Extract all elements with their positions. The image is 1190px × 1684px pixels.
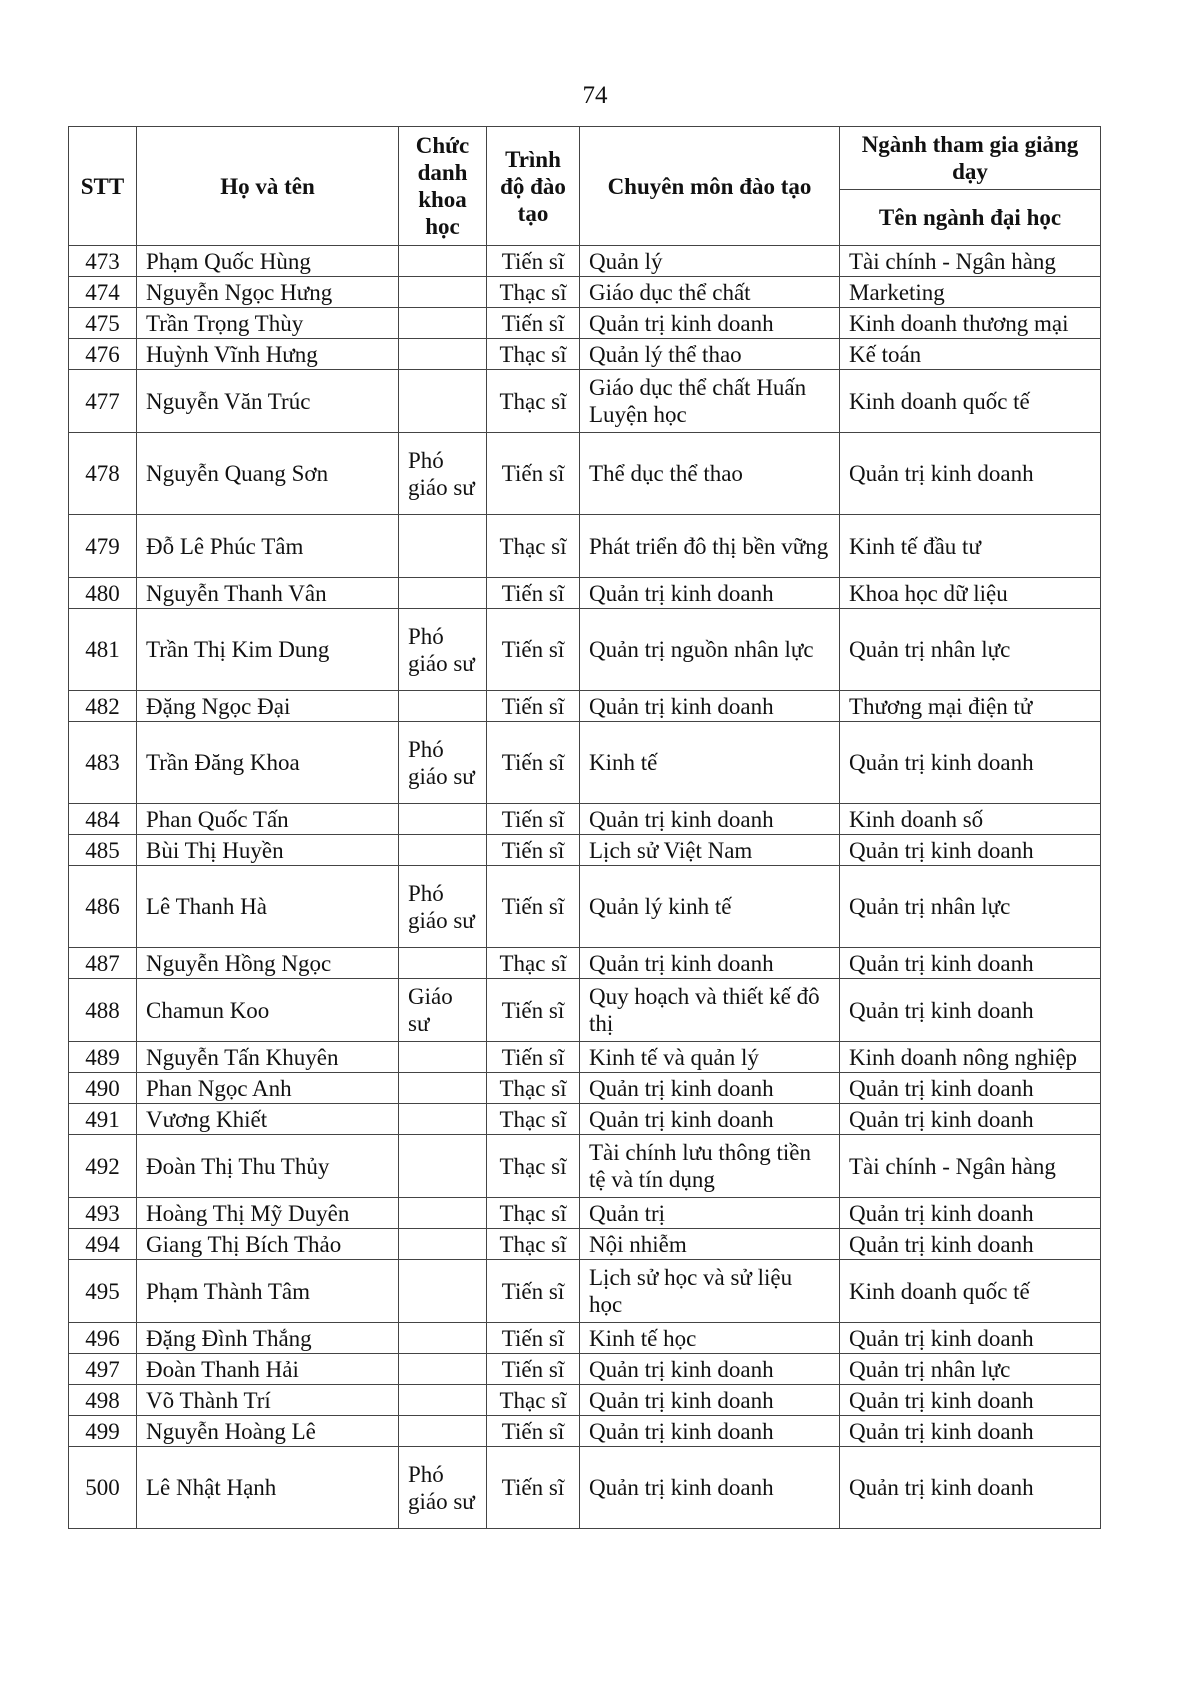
table-row	[69, 866, 1101, 948]
row-specialty: Quản trị nguồn nhân lực	[580, 609, 840, 691]
row-name: Huỳnh Vĩnh Hưng	[137, 339, 399, 370]
row-academic-title: Phó giáo sư	[399, 1447, 487, 1529]
row-specialty: Quản trị kinh doanh	[580, 308, 840, 339]
table-row	[69, 1042, 1101, 1073]
row-academic-title	[399, 1416, 487, 1447]
row-stt: 478	[69, 433, 137, 515]
row-field: Quản trị kinh doanh	[840, 1323, 1101, 1354]
row-degree: Thạc sĩ	[487, 370, 580, 433]
row-field: Kinh doanh quốc tế	[840, 370, 1101, 433]
row-stt: 474	[69, 277, 137, 308]
table-row	[69, 433, 1101, 515]
row-field: Kinh doanh quốc tế	[840, 1260, 1101, 1323]
row-name: Phan Quốc Tấn	[137, 804, 399, 835]
row-field: Tài chính - Ngân hàng	[840, 246, 1101, 277]
row-name: Phạm Quốc Hùng	[137, 246, 399, 277]
row-academic-title	[399, 804, 487, 835]
row-degree: Tiến sĩ	[487, 866, 580, 948]
row-specialty: Lịch sử Việt Nam	[580, 835, 840, 866]
row-degree: Tiến sĩ	[487, 1354, 580, 1385]
row-academic-title: Giáo sư	[399, 979, 487, 1042]
row-academic-title	[399, 691, 487, 722]
row-specialty: Quản trị kinh doanh	[580, 1354, 840, 1385]
table-row	[69, 1447, 1101, 1529]
table-row	[69, 370, 1101, 433]
row-academic-title	[399, 1354, 487, 1385]
table-body	[69, 246, 1101, 1529]
row-degree: Thạc sĩ	[487, 948, 580, 979]
row-degree: Tiến sĩ	[487, 1042, 580, 1073]
table-row	[69, 515, 1101, 578]
row-field: Khoa học dữ liệu	[840, 578, 1101, 609]
row-academic-title: Phó giáo sư	[399, 722, 487, 804]
table-row	[69, 1135, 1101, 1198]
table-row	[69, 722, 1101, 804]
table-row	[69, 1229, 1101, 1260]
row-academic-title	[399, 1042, 487, 1073]
table-row	[69, 835, 1101, 866]
row-field: Quản trị kinh doanh	[840, 1229, 1101, 1260]
row-field: Kinh doanh thương mại	[840, 308, 1101, 339]
row-stt: 488	[69, 979, 137, 1042]
row-degree: Tiến sĩ	[487, 1323, 580, 1354]
row-stt: 500	[69, 1447, 137, 1529]
row-degree: Thạc sĩ	[487, 1385, 580, 1416]
row-academic-title	[399, 515, 487, 578]
row-academic-title	[399, 578, 487, 609]
row-stt: 485	[69, 835, 137, 866]
row-stt: 477	[69, 370, 137, 433]
row-name: Phạm Thành Tâm	[137, 1260, 399, 1323]
row-academic-title	[399, 308, 487, 339]
row-degree: Thạc sĩ	[487, 277, 580, 308]
row-stt: 493	[69, 1198, 137, 1229]
row-stt: 497	[69, 1354, 137, 1385]
row-stt: 486	[69, 866, 137, 948]
row-field: Quản trị nhân lực	[840, 1354, 1101, 1385]
row-specialty: Quản trị kinh doanh	[580, 1104, 840, 1135]
row-specialty: Quản trị	[580, 1198, 840, 1229]
row-specialty: Quản trị kinh doanh	[580, 1447, 840, 1529]
table-row	[69, 948, 1101, 979]
row-degree: Tiến sĩ	[487, 433, 580, 515]
row-name: Đỗ Lê Phúc Tâm	[137, 515, 399, 578]
row-name: Nguyễn Thanh Vân	[137, 578, 399, 609]
table-row	[69, 691, 1101, 722]
row-specialty: Quản lý	[580, 246, 840, 277]
row-field: Kinh doanh nông nghiệp	[840, 1042, 1101, 1073]
row-field: Quản trị kinh doanh	[840, 948, 1101, 979]
row-academic-title	[399, 1198, 487, 1229]
table-row	[69, 578, 1101, 609]
row-specialty: Kinh tế	[580, 722, 840, 804]
row-name: Nguyễn Tấn Khuyên	[137, 1042, 399, 1073]
row-stt: 499	[69, 1416, 137, 1447]
row-degree: Tiến sĩ	[487, 578, 580, 609]
row-degree: Tiến sĩ	[487, 1447, 580, 1529]
row-name: Phan Ngọc Anh	[137, 1073, 399, 1104]
table-row	[69, 804, 1101, 835]
row-field: Quản trị kinh doanh	[840, 1104, 1101, 1135]
row-stt: 489	[69, 1042, 137, 1073]
table-row	[69, 1416, 1101, 1447]
row-stt: 490	[69, 1073, 137, 1104]
row-field: Kinh tế đầu tư	[840, 515, 1101, 578]
row-academic-title	[399, 339, 487, 370]
row-stt: 492	[69, 1135, 137, 1198]
row-stt: 483	[69, 722, 137, 804]
row-degree: Thạc sĩ	[487, 515, 580, 578]
header-stt: STT	[69, 127, 137, 246]
row-degree: Thạc sĩ	[487, 1135, 580, 1198]
row-academic-title: Phó giáo sư	[399, 609, 487, 691]
row-degree: Thạc sĩ	[487, 339, 580, 370]
row-field: Quản trị kinh doanh	[840, 1198, 1101, 1229]
row-specialty: Kinh tế học	[580, 1323, 840, 1354]
row-specialty: Quản trị kinh doanh	[580, 948, 840, 979]
row-name: Nguyễn Hồng Ngọc	[137, 948, 399, 979]
row-stt: 473	[69, 246, 137, 277]
row-degree: Tiến sĩ	[487, 246, 580, 277]
row-degree: Thạc sĩ	[487, 1104, 580, 1135]
row-stt: 487	[69, 948, 137, 979]
row-field: Kinh doanh số	[840, 804, 1101, 835]
row-field: Quản trị kinh doanh	[840, 1073, 1101, 1104]
row-field: Marketing	[840, 277, 1101, 308]
row-academic-title: Phó giáo sư	[399, 433, 487, 515]
row-degree: Tiến sĩ	[487, 1416, 580, 1447]
row-name: Vương Khiết	[137, 1104, 399, 1135]
row-specialty: Quản lý thể thao	[580, 339, 840, 370]
row-academic-title	[399, 246, 487, 277]
row-specialty: Quản lý kinh tế	[580, 866, 840, 948]
row-degree: Tiến sĩ	[487, 691, 580, 722]
table-row	[69, 277, 1101, 308]
faculty-table	[68, 126, 1101, 1529]
row-stt: 479	[69, 515, 137, 578]
row-degree: Thạc sĩ	[487, 1229, 580, 1260]
row-name: Lê Thanh Hà	[137, 866, 399, 948]
row-stt: 482	[69, 691, 137, 722]
row-academic-title	[399, 277, 487, 308]
table-row	[69, 339, 1101, 370]
row-specialty: Thể dục thể thao	[580, 433, 840, 515]
row-stt: 496	[69, 1323, 137, 1354]
row-degree: Tiến sĩ	[487, 835, 580, 866]
row-specialty: Quản trị kinh doanh	[580, 1416, 840, 1447]
table-row	[69, 1323, 1101, 1354]
row-stt: 476	[69, 339, 137, 370]
row-name: Nguyễn Văn Trúc	[137, 370, 399, 433]
row-field: Quản trị kinh doanh	[840, 1416, 1101, 1447]
row-stt: 495	[69, 1260, 137, 1323]
row-degree: Tiến sĩ	[487, 308, 580, 339]
row-degree: Tiến sĩ	[487, 804, 580, 835]
row-specialty: Nội nhiễm	[580, 1229, 840, 1260]
row-academic-title	[399, 948, 487, 979]
header-name: Họ và tên	[137, 127, 399, 246]
row-stt: 475	[69, 308, 137, 339]
row-specialty: Quản trị kinh doanh	[580, 578, 840, 609]
header-academic-title: Chức danh khoa học	[399, 127, 487, 246]
row-specialty: Quản trị kinh doanh	[580, 804, 840, 835]
table-header	[69, 127, 1101, 246]
row-academic-title	[399, 370, 487, 433]
page-number: 74	[582, 82, 608, 109]
row-name: Đoàn Thị Thu Thủy	[137, 1135, 399, 1198]
row-field: Kế toán	[840, 339, 1101, 370]
row-specialty: Quản trị kinh doanh	[580, 1073, 840, 1104]
row-name: Hoàng Thị Mỹ Duyên	[137, 1198, 399, 1229]
table-row	[69, 1073, 1101, 1104]
row-field: Quản trị kinh doanh	[840, 1385, 1101, 1416]
table-row	[69, 308, 1101, 339]
row-name: Nguyễn Quang Sơn	[137, 433, 399, 515]
row-degree: Tiến sĩ	[487, 722, 580, 804]
row-name: Trần Thị Kim Dung	[137, 609, 399, 691]
row-field: Quản trị kinh doanh	[840, 1447, 1101, 1529]
row-specialty: Lịch sử học và sử liệu học	[580, 1260, 840, 1323]
row-academic-title	[399, 1104, 487, 1135]
row-specialty: Giáo dục thể chất	[580, 277, 840, 308]
row-name: Đoàn Thanh Hải	[137, 1354, 399, 1385]
table-row	[69, 1198, 1101, 1229]
table-row	[69, 1354, 1101, 1385]
table-row	[69, 1104, 1101, 1135]
row-specialty: Giáo dục thể chất Huấn Luyện học	[580, 370, 840, 433]
row-field: Quản trị kinh doanh	[840, 433, 1101, 515]
row-name: Đặng Ngọc Đại	[137, 691, 399, 722]
row-name: Chamun Koo	[137, 979, 399, 1042]
row-name: Lê Nhật Hạnh	[137, 1447, 399, 1529]
row-stt: 498	[69, 1385, 137, 1416]
row-academic-title	[399, 835, 487, 866]
row-field: Quản trị nhân lực	[840, 866, 1101, 948]
row-specialty: Quy hoạch và thiết kế đô thị	[580, 979, 840, 1042]
row-specialty: Tài chính lưu thông tiền tệ và tín dụng	[580, 1135, 840, 1198]
row-stt: 491	[69, 1104, 137, 1135]
table-row	[69, 1260, 1101, 1323]
row-name: Trần Trọng Thùy	[137, 308, 399, 339]
row-academic-title	[399, 1229, 487, 1260]
row-name: Giang Thị Bích Thảo	[137, 1229, 399, 1260]
row-field: Thương mại điện tử	[840, 691, 1101, 722]
row-academic-title	[399, 1385, 487, 1416]
header-field-group: Ngành tham gia giảng dạy	[840, 127, 1101, 190]
row-academic-title	[399, 1260, 487, 1323]
row-degree: Tiến sĩ	[487, 1260, 580, 1323]
row-stt: 494	[69, 1229, 137, 1260]
row-stt: 484	[69, 804, 137, 835]
row-name: Nguyễn Hoàng Lê	[137, 1416, 399, 1447]
row-specialty: Quản trị kinh doanh	[580, 1385, 840, 1416]
header-degree: Trình độ đào tạo	[487, 127, 580, 246]
row-name: Võ Thành Trí	[137, 1385, 399, 1416]
row-specialty: Kinh tế và quản lý	[580, 1042, 840, 1073]
row-degree: Thạc sĩ	[487, 1073, 580, 1104]
row-name: Bùi Thị Huyền	[137, 835, 399, 866]
header-specialty: Chuyên môn đào tạo	[580, 127, 840, 246]
row-field: Quản trị kinh doanh	[840, 835, 1101, 866]
row-field: Quản trị kinh doanh	[840, 979, 1101, 1042]
table-row	[69, 609, 1101, 691]
table-row	[69, 246, 1101, 277]
row-field: Tài chính - Ngân hàng	[840, 1135, 1101, 1198]
row-specialty: Phát triển đô thị bền vững	[580, 515, 840, 578]
row-degree: Tiến sĩ	[487, 979, 580, 1042]
row-stt: 481	[69, 609, 137, 691]
row-field: Quản trị kinh doanh	[840, 722, 1101, 804]
row-degree: Thạc sĩ	[487, 1198, 580, 1229]
row-degree: Tiến sĩ	[487, 609, 580, 691]
header-field: Tên ngành đại học	[840, 190, 1101, 246]
row-name: Đặng Đình Thắng	[137, 1323, 399, 1354]
row-name: Nguyễn Ngọc Hưng	[137, 277, 399, 308]
row-academic-title	[399, 1073, 487, 1104]
row-field: Quản trị nhân lực	[840, 609, 1101, 691]
table-row	[69, 979, 1101, 1042]
table-row	[69, 1385, 1101, 1416]
row-specialty: Quản trị kinh doanh	[580, 691, 840, 722]
row-academic-title: Phó giáo sư	[399, 866, 487, 948]
row-name: Trần Đăng Khoa	[137, 722, 399, 804]
row-academic-title	[399, 1135, 487, 1198]
row-stt: 480	[69, 578, 137, 609]
row-academic-title	[399, 1323, 487, 1354]
